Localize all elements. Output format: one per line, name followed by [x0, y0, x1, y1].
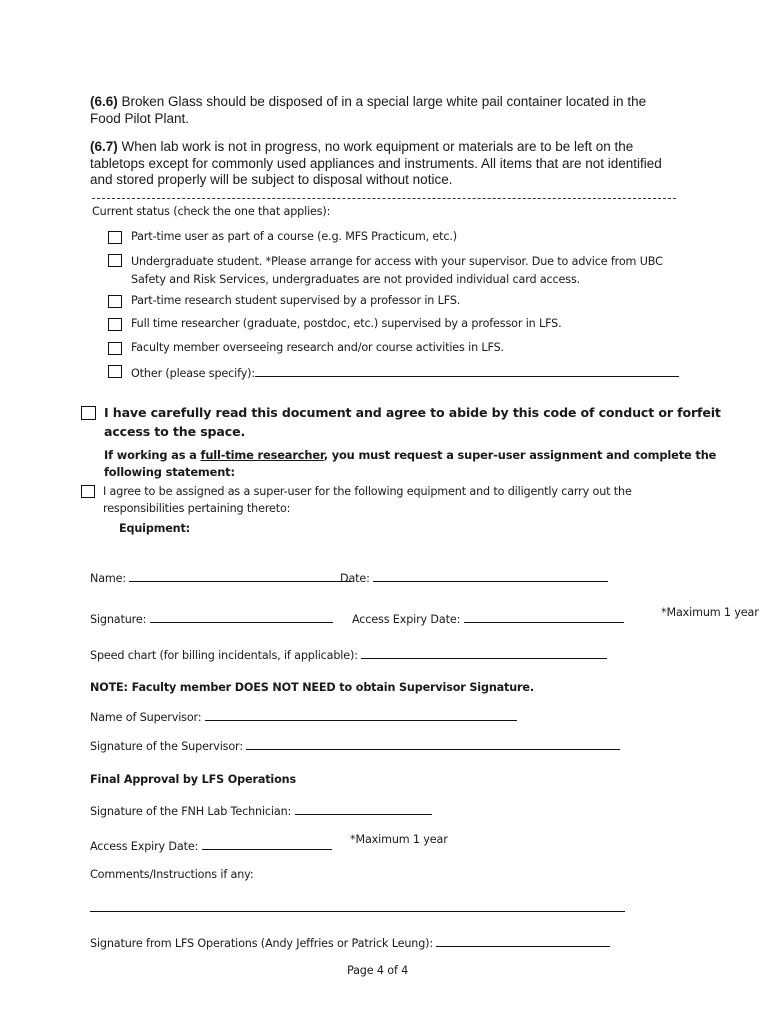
speed-chart-label: Speed chart (for billing incidentals, if applicable):: [90, 649, 358, 662]
date-row: [340, 570, 608, 585]
access-expiry-label: Access Expiry Date:: [352, 613, 461, 626]
status-option-faculty: Faculty member overseeing research and/or course activities in LFS.: [131, 341, 504, 354]
name-row: [90, 570, 351, 585]
lfs-sig-label: Signature from LFS Operations (Andy Jeffries or Patrick Leung):: [90, 937, 433, 950]
supervisor-sig-label: Signature of the Supervisor:: [90, 740, 243, 753]
comments-label: Comments/Instructions if any:: [90, 868, 254, 881]
date-label: Date:: [340, 572, 370, 585]
signature-label: Signature:: [90, 613, 147, 626]
supervisor-name-row: [90, 709, 517, 724]
equipment-label: Equipment:: [119, 522, 190, 535]
status-option-course: Part-time user as part of a course (e.g. MFS Practicum, etc.): [131, 230, 458, 243]
status-checkbox-parttime-research[interactable]: [108, 295, 122, 308]
rule-6-6: [90, 94, 680, 127]
access-expiry-field[interactable]: [464, 611, 624, 623]
signature-row: [90, 611, 333, 626]
rule-6-7-text: When lab work is not in progress, no work equipment or materials are to be left on the tabletops except for commonly used appliances and instruments. All items that are not identified and stored properly will be subject to disposal without notice.: [90, 139, 662, 187]
rule-6-6-number: (6.6): [90, 94, 118, 109]
fnh-sig-row: [90, 803, 432, 818]
supervisor-name-label: Name of Supervisor:: [90, 711, 202, 724]
rule-6-7-number: (6.7): [90, 139, 118, 154]
other-specify-field[interactable]: [255, 365, 679, 377]
status-checkbox-course[interactable]: [108, 231, 122, 244]
access-expiry-field-2[interactable]: [202, 838, 332, 850]
supervisor-name-field[interactable]: [205, 709, 517, 721]
date-field[interactable]: [373, 570, 608, 582]
access-expiry-row: [352, 611, 624, 626]
status-option-undergrad: Undergraduate student. *Please arrange for access with your supervisor. Due to advice from UBC Safety and Risk Services, undergraduates are not provided individual card access.: [131, 255, 663, 286]
status-option-parttime-research: Part-time research student supervised by a professor in LFS.: [131, 294, 461, 307]
status-checkbox-faculty[interactable]: [108, 342, 122, 355]
status-checkbox-fulltime[interactable]: [108, 318, 122, 331]
status-option-fulltime: Full time researcher (graduate, postdoc, etc.) supervised by a professor in LFS.: [131, 317, 562, 330]
agree-checkbox[interactable]: [81, 406, 96, 420]
name-field[interactable]: [129, 570, 351, 582]
fulltime-post: , you must request a super-user assignment and complete the following statement:: [104, 448, 717, 479]
speed-chart-field[interactable]: [361, 647, 607, 659]
speed-chart-row: [90, 647, 607, 662]
dashed-divider: [92, 198, 676, 199]
faculty-note: NOTE: Faculty member DOES NOT NEED to obtain Supervisor Signature.: [90, 681, 534, 694]
final-approval-heading: Final Approval by LFS Operations: [90, 773, 296, 786]
access-expiry-row-2: [90, 838, 332, 853]
status-checkbox-other[interactable]: [108, 365, 122, 378]
max-note: *Maximum 1 year: [661, 606, 759, 619]
supervisor-sig-row: [90, 738, 620, 753]
access-expiry-label-2: Access Expiry Date:: [90, 840, 199, 853]
signature-field[interactable]: [150, 611, 333, 623]
comments-field[interactable]: [90, 911, 625, 912]
status-option-other-label: Other (please specify):: [131, 367, 256, 380]
fnh-sig-label: Signature of the FNH Lab Technician:: [90, 805, 292, 818]
superuser-checkbox[interactable]: [81, 485, 95, 498]
lfs-sig-row: [90, 935, 610, 950]
superuser-text: I agree to be assigned as a super-user for the following equipment and to diligently carry out the responsibilities pertaining thereto:: [103, 485, 632, 515]
fnh-sig-field[interactable]: [295, 803, 432, 815]
rule-6-6-text: Broken Glass should be disposed of in a special large white pail container located in the Food Pilot Plant.: [90, 94, 647, 126]
status-option-other: [131, 365, 679, 380]
max-note-2: *Maximum 1 year: [350, 833, 448, 846]
lfs-sig-field[interactable]: [436, 935, 610, 947]
rule-6-7: [90, 139, 680, 189]
page-number: Page 4 of 4: [347, 964, 409, 977]
status-checkbox-undergrad[interactable]: [108, 254, 122, 267]
agree-text: I have carefully read this document and agree to abide by this code of conduct or forfeit access to the space.: [104, 405, 721, 439]
status-heading: Current status (check the one that applies):: [92, 205, 331, 218]
fulltime-pre: If working as a: [104, 448, 201, 462]
supervisor-sig-field[interactable]: [246, 738, 620, 750]
name-label: Name:: [90, 572, 127, 585]
fulltime-researcher-link: full-time researcher: [200, 448, 324, 462]
fulltime-instruction: [104, 447, 734, 481]
